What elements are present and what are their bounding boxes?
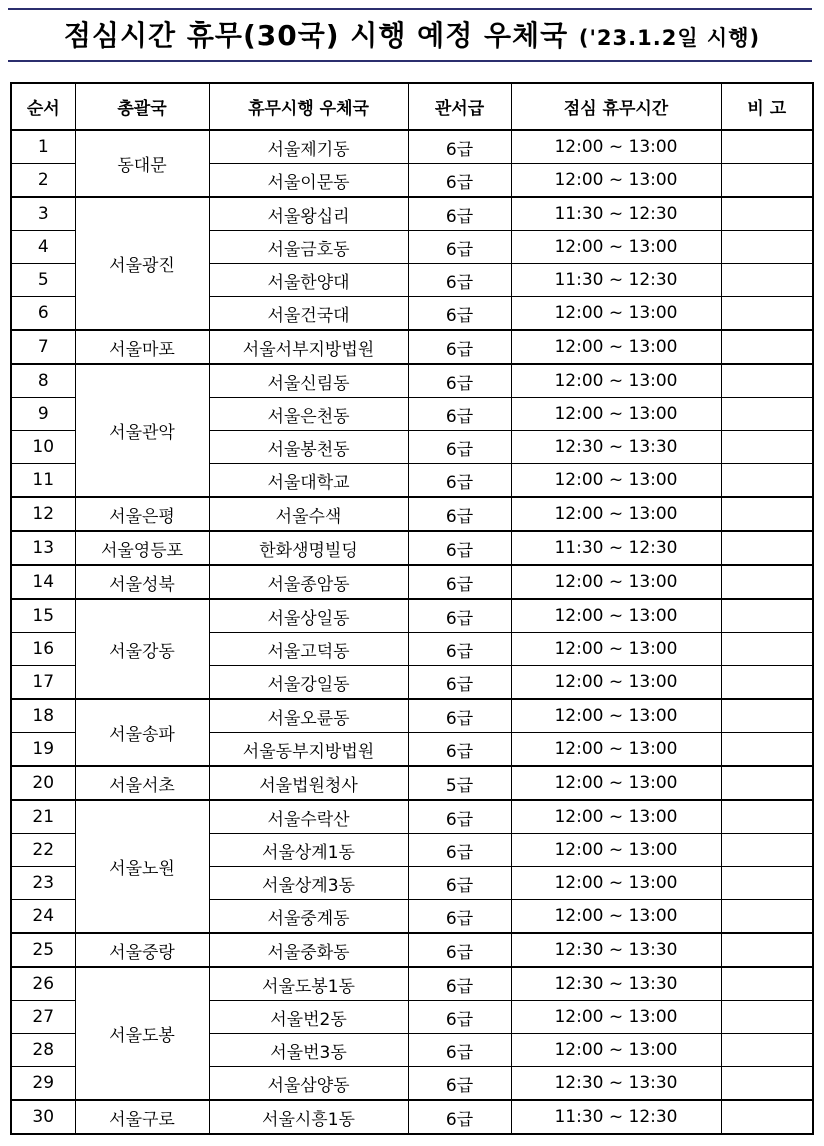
office-grade: 6급: [408, 330, 511, 364]
row-number: 22: [11, 834, 75, 867]
office-grade: 6급: [408, 1100, 511, 1134]
row-number: 26: [11, 967, 75, 1001]
post-office: 서울번3동: [209, 1034, 408, 1067]
office-grade: 6급: [408, 933, 511, 967]
hq-office: 서울광진: [75, 197, 209, 330]
lunch-hours: 12:00 ~ 13:00: [511, 733, 721, 767]
lunch-hours: 12:30 ~ 13:30: [511, 1067, 721, 1101]
row-number: 1: [11, 130, 75, 164]
remarks: [721, 364, 813, 398]
office-grade: 6급: [408, 398, 511, 431]
title-bottom-rule: [8, 60, 812, 62]
row-number: 27: [11, 1001, 75, 1034]
office-grade: 6급: [408, 264, 511, 297]
lunch-hours: 12:00 ~ 13:00: [511, 900, 721, 934]
row-number: 4: [11, 231, 75, 264]
hq-office: 서울노원: [75, 800, 209, 933]
post-office: 서울수락산: [209, 800, 408, 834]
post-office: 서울왕십리: [209, 197, 408, 231]
office-grade: 6급: [408, 497, 511, 531]
post-office: 서울강일동: [209, 666, 408, 700]
post-office: 서울은천동: [209, 398, 408, 431]
lunch-hours: 12:00 ~ 13:00: [511, 364, 721, 398]
lunch-hours: 11:30 ~ 12:30: [511, 197, 721, 231]
lunch-hours: 12:00 ~ 13:00: [511, 231, 721, 264]
post-office: 서울서부지방법원: [209, 330, 408, 364]
post-office: 서울중화동: [209, 933, 408, 967]
post-office: 서울법원청사: [209, 766, 408, 800]
office-grade: 6급: [408, 967, 511, 1001]
post-office: 서울대학교: [209, 464, 408, 498]
office-grade: 6급: [408, 633, 511, 666]
lunch-hours: 12:00 ~ 13:00: [511, 565, 721, 599]
post-office: 서울종암동: [209, 565, 408, 599]
post-office: 서울상계3동: [209, 867, 408, 900]
office-grade: 6급: [408, 900, 511, 934]
post-office: 서울중계동: [209, 900, 408, 934]
remarks: [721, 933, 813, 967]
remarks: [721, 867, 813, 900]
remarks: [721, 431, 813, 464]
remarks: [721, 1100, 813, 1134]
remarks: [721, 633, 813, 666]
lunch-hours: 12:00 ~ 13:00: [511, 800, 721, 834]
lunch-hours: 12:00 ~ 13:00: [511, 1001, 721, 1034]
row-number: 29: [11, 1067, 75, 1101]
remarks: [721, 800, 813, 834]
row-number: 9: [11, 398, 75, 431]
row-number: 25: [11, 933, 75, 967]
row-number: 23: [11, 867, 75, 900]
table-body: [11, 130, 813, 1134]
remarks: [721, 330, 813, 364]
post-office: 서울한양대: [209, 264, 408, 297]
lunch-hours: 11:30 ~ 12:30: [511, 264, 721, 297]
table-row: [11, 1100, 813, 1134]
post-office: 서울금호동: [209, 231, 408, 264]
office-grade: 6급: [408, 464, 511, 498]
office-grade: 6급: [408, 733, 511, 767]
hq-office: 서울도봉: [75, 967, 209, 1100]
post-office: 서울제기동: [209, 130, 408, 164]
table-header-row: [11, 83, 813, 130]
remarks: [721, 766, 813, 800]
remarks: [721, 231, 813, 264]
post-office: 서울수색: [209, 497, 408, 531]
office-grade: 6급: [408, 565, 511, 599]
header-no: 순서: [11, 83, 75, 130]
remarks: [721, 1001, 813, 1034]
table-row: [11, 531, 813, 565]
remarks: [721, 666, 813, 700]
post-office: 서울도봉1동: [209, 967, 408, 1001]
office-grade: 6급: [408, 197, 511, 231]
lunch-hours: 12:00 ~ 13:00: [511, 834, 721, 867]
lunch-hours: 12:00 ~ 13:00: [511, 599, 721, 633]
office-grade: 6급: [408, 834, 511, 867]
row-number: 8: [11, 364, 75, 398]
lunch-hours: 12:00 ~ 13:00: [511, 464, 721, 498]
table-row: [11, 364, 813, 398]
table-row: [11, 130, 813, 164]
remarks: [721, 834, 813, 867]
row-number: 15: [11, 599, 75, 633]
hq-office: 서울서초: [75, 766, 209, 800]
table-row: [11, 967, 813, 1001]
lunch-hours: 12:00 ~ 13:00: [511, 330, 721, 364]
row-number: 5: [11, 264, 75, 297]
post-office: 서울봉천동: [209, 431, 408, 464]
office-grade: 6급: [408, 800, 511, 834]
lunch-hours: 12:00 ~ 13:00: [511, 867, 721, 900]
post-office: 한화생명빌딩: [209, 531, 408, 565]
remarks: [721, 164, 813, 198]
remarks: [721, 565, 813, 599]
post-office: 서울이문동: [209, 164, 408, 198]
post-office: 서울번2동: [209, 1001, 408, 1034]
title-date: ('23.1.2일 시행): [578, 26, 761, 50]
lunch-closure-table: [10, 82, 814, 1135]
lunch-hours: 12:00 ~ 13:00: [511, 164, 721, 198]
remarks: [721, 1067, 813, 1101]
office-grade: 6급: [408, 699, 511, 733]
remarks: [721, 297, 813, 331]
lunch-hours: 11:30 ~ 12:30: [511, 1100, 721, 1134]
office-grade: 5급: [408, 766, 511, 800]
table-row: [11, 565, 813, 599]
lunch-hours: 12:00 ~ 13:00: [511, 398, 721, 431]
office-grade: 6급: [408, 130, 511, 164]
row-number: 18: [11, 699, 75, 733]
row-number: 21: [11, 800, 75, 834]
row-number: 19: [11, 733, 75, 767]
office-grade: 6급: [408, 297, 511, 331]
hq-office: 서울중랑: [75, 933, 209, 967]
table-row: [11, 599, 813, 633]
post-office: 서울시흥1동: [209, 1100, 408, 1134]
header-time: 점심 휴무시간: [511, 83, 721, 130]
lunch-hours: 12:00 ~ 13:00: [511, 1034, 721, 1067]
row-number: 3: [11, 197, 75, 231]
office-grade: 6급: [408, 531, 511, 565]
table-row: [11, 699, 813, 733]
hq-office: 서울마포: [75, 330, 209, 364]
document-title: [0, 14, 824, 54]
table-row: [11, 933, 813, 967]
remarks: [721, 398, 813, 431]
table-row: [11, 766, 813, 800]
hq-office: 서울성북: [75, 565, 209, 599]
office-grade: 6급: [408, 666, 511, 700]
office-grade: 6급: [408, 867, 511, 900]
post-office: 서울건국대: [209, 297, 408, 331]
post-office: 서울상일동: [209, 599, 408, 633]
row-number: 11: [11, 464, 75, 498]
row-number: 7: [11, 330, 75, 364]
post-office: 서울고덕동: [209, 633, 408, 666]
row-number: 6: [11, 297, 75, 331]
row-number: 20: [11, 766, 75, 800]
lunch-hours: 12:30 ~ 13:30: [511, 967, 721, 1001]
remarks: [721, 733, 813, 767]
row-number: 10: [11, 431, 75, 464]
remarks: [721, 599, 813, 633]
header-grade: 관서급: [408, 83, 511, 130]
row-number: 12: [11, 497, 75, 531]
lunch-hours: 12:30 ~ 13:30: [511, 431, 721, 464]
row-number: 30: [11, 1100, 75, 1134]
lunch-hours: 11:30 ~ 12:30: [511, 531, 721, 565]
table-row: [11, 497, 813, 531]
lunch-hours: 12:00 ~ 13:00: [511, 766, 721, 800]
office-grade: 6급: [408, 364, 511, 398]
post-office: 서울오륜동: [209, 699, 408, 733]
lunch-hours: 12:00 ~ 13:00: [511, 633, 721, 666]
title-main: 점심시간 휴무(30국) 시행 예정 우체국: [63, 19, 569, 52]
row-number: 16: [11, 633, 75, 666]
office-grade: 6급: [408, 1001, 511, 1034]
remarks: [721, 197, 813, 231]
lunch-hours: 12:30 ~ 13:30: [511, 933, 721, 967]
remarks: [721, 1034, 813, 1067]
lunch-hours: 12:00 ~ 13:00: [511, 699, 721, 733]
hq-office: 동대문: [75, 130, 209, 197]
row-number: 13: [11, 531, 75, 565]
hq-office: 서울은평: [75, 497, 209, 531]
row-number: 14: [11, 565, 75, 599]
table-row: [11, 330, 813, 364]
office-grade: 6급: [408, 164, 511, 198]
hq-office: 서울송파: [75, 699, 209, 766]
office-grade: 6급: [408, 431, 511, 464]
post-office: 서울삼양동: [209, 1067, 408, 1101]
post-office: 서울동부지방법원: [209, 733, 408, 767]
table-row: [11, 197, 813, 231]
lunch-hours: 12:00 ~ 13:00: [511, 497, 721, 531]
remarks: [721, 699, 813, 733]
remarks: [721, 900, 813, 934]
office-grade: 6급: [408, 231, 511, 264]
header-office: 휴무시행 우체국: [209, 83, 408, 130]
header-hq: 총괄국: [75, 83, 209, 130]
table-row: [11, 800, 813, 834]
row-number: 17: [11, 666, 75, 700]
office-grade: 6급: [408, 1034, 511, 1067]
row-number: 24: [11, 900, 75, 934]
remarks: [721, 531, 813, 565]
lunch-hours: 12:00 ~ 13:00: [511, 297, 721, 331]
remarks: [721, 967, 813, 1001]
hq-office: 서울관악: [75, 364, 209, 497]
remarks: [721, 130, 813, 164]
hq-office: 서울강동: [75, 599, 209, 699]
lunch-hours: 12:00 ~ 13:00: [511, 666, 721, 700]
row-number: 28: [11, 1034, 75, 1067]
title-top-rule: [8, 8, 812, 10]
remarks: [721, 464, 813, 498]
lunch-hours: 12:00 ~ 13:00: [511, 130, 721, 164]
hq-office: 서울구로: [75, 1100, 209, 1134]
remarks: [721, 264, 813, 297]
remarks: [721, 497, 813, 531]
row-number: 2: [11, 164, 75, 198]
post-office: 서울신림동: [209, 364, 408, 398]
office-grade: 6급: [408, 599, 511, 633]
hq-office: 서울영등포: [75, 531, 209, 565]
post-office: 서울상계1동: [209, 834, 408, 867]
header-note: 비 고: [721, 83, 813, 130]
office-grade: 6급: [408, 1067, 511, 1101]
